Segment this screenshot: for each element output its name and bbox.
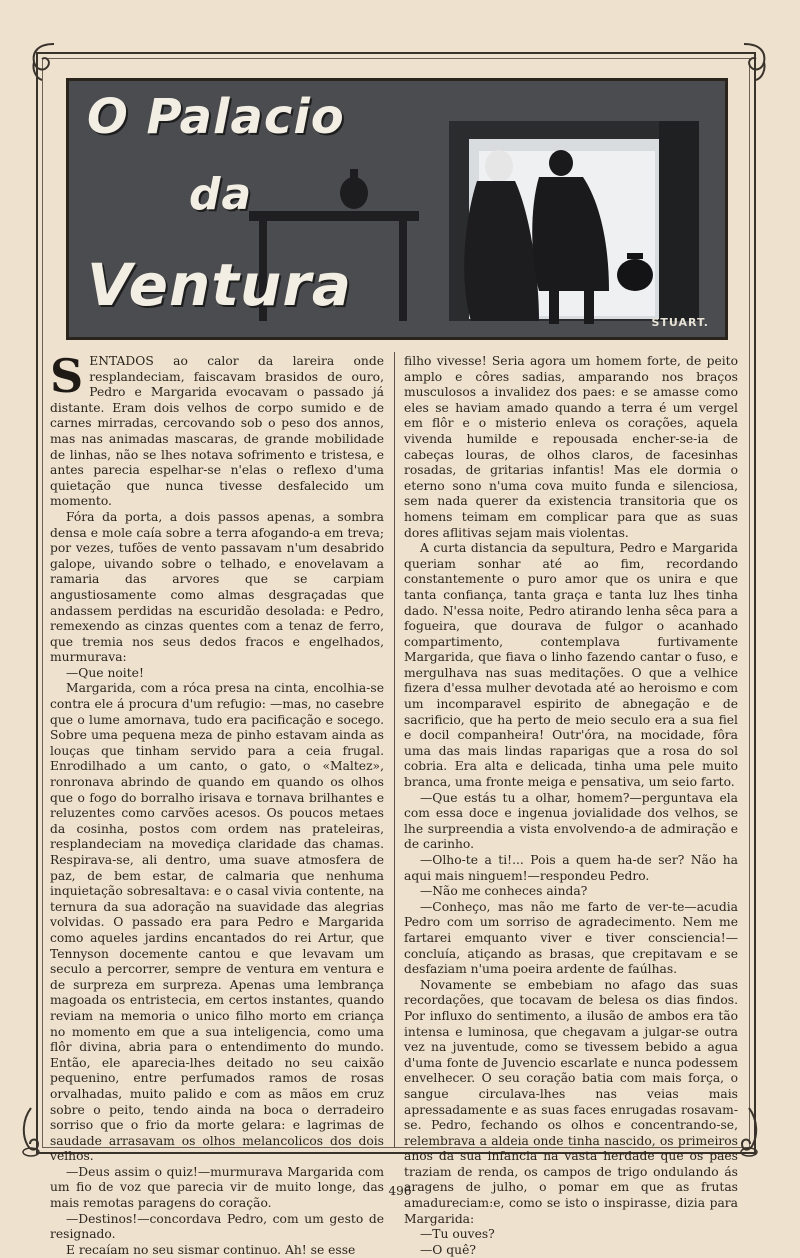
paragraph: —Olho-te a ti!... Pois a quem ha-de ser? Não ha aqui mais ninguem!—respondeu Pedro. xyxy=(404,853,738,883)
paragraph: —Deus assim o quiz!—murmurava Margarida com um fio de voz que parecia vir de muito longe, das mais remotas paragens do coração. xyxy=(50,1164,384,1211)
corner-ornament-bottom-left xyxy=(16,1106,46,1158)
paragraph: Margarida, com a róca presa na cinta, encolhia-se contra ele á procura d'um refugio: —mas, no casebre que o lume amornava, tudo era pacificação e socego. Sobre uma pequena meza de pinho estavam ainda as louças que tinham servido para a ceia frugal. Enrodilhado a um canto, o gato, o «Maltez», ronronava abrindo de quando em quando os olhos que o fogo do borralho irisava e tornava brilhantes e reluzentes como carvões acesos. Os poucos metaes da cosinha, postos com ordem nas prateleiras, resplandeciam na movediça claridade das chamas. Respirava-se, ali dentro, uma suave atmosfera de paz, de bem estar, de calmaria que nenhuma inquietação sobresaltava: e o casal vivia contente, na ternura da sua adoração na suavidade das alegrias volvidas. O passado era para Pedro e Margarida como aqueles jardins encantados do rei Artur, que Tennyson docemente cantou e que levavam um seculo a percorrer, sempre de ventura em ventura e de surpreza em surpreza. Apenas uma lembrança magoada os entristecia, em certos instantes, quando reviam na memoria o unico filho morto em criança no momento em que a sua inteligencia, como uma flôr divina, abria para o entendimento do mundo. Então, ele aparecia-lhes deitado no seu caixão pequenino, entre perfumados ramos de rosas orvalhadas, muito palido e com as mãos em cruz sobre o peito, tendo ainda na boca o derradeiro sorriso que o frio da morte gelara: e lagrimas de saudade arrasavam os olhos melancolicos dos dois velhos. xyxy=(50,681,384,1164)
artist-signature: STUART. xyxy=(651,316,709,329)
paragraph-text: ENTADOS ao calor da lareira onde resplandeciam, faiscavam brasidos de ouro, Pedro e Margarida evocavam o passado já distante. Eram dois velhos de corpo sumido e de carnes mirradas, cercovando sob o peso dos annos, mas nas animadas mascaras, de grande mobilidade de linhas, não se lhes notava sofrimento e tristesa, e antes parecia espelhar-se n'elas o reflexo d'uma quietação que nunca tivesse desfalecido um momento. xyxy=(50,354,384,509)
paragraph: —Destinos!—concordava Pedro, com um gesto de resignado. xyxy=(50,1211,384,1242)
title-line-3: Ventura xyxy=(87,251,353,319)
paragraph: E recaíam no seu sismar continuo. Ah! se esse xyxy=(66,1242,356,1257)
title-line-1: O Palacio xyxy=(87,89,345,145)
paragraph: Novamente se embebiam no afago das suas recordações, que tocavam de belesa os dias findos. Por influxo do sentimento, a ilusão de ambos era tão intensa e luminosa, que chegavam a julgar-se outra vez na juventude, como se tivessem bebido a agua d'uma fonte de Juvencio escarlate e nunca podessem envelhecer. O seu coração batia com mais força, o sangue circulava-lhes nas veias mais apressadamente e as suas faces enrugadas rosavam-se. Pedro, fechando os olhos e concentrando-se, relembrava a aldeia onde tinha nascido, os primeiros anos da sua infancia na vasta herdade que os paes traziam de renda, os campos de trigo ondulando ás aragens de julho, o pomar em que as frutas amadureciam:e, como se isto o inspirasse, dizia para Margarida: xyxy=(404,977,738,1226)
corner-ornament-top-left xyxy=(24,38,68,82)
article-column-right xyxy=(404,354,738,1257)
drop-cap: S xyxy=(50,349,84,403)
column-divider xyxy=(394,352,396,1148)
paragraph: Fóra da porta, a dois passos apenas, a sombra densa e mole caía sobre a terra afogando-a em treva; por vezes, tufões de vento passavam n'um desabrido galope, uivando sobre o telhado, e enovelavam a ramaria das arvores que se carpiam angustiosamente como almas desgraçadas que andassem perdidas na escuridão desolada: e Pedro, remexendo as cinzas quentes com a tenaz de ferro, que tremia nos seus dedos fracos e engelhados, murmurava: xyxy=(50,509,384,665)
corner-ornament-bottom-right xyxy=(734,1106,764,1158)
corner-ornament-top-right xyxy=(730,38,774,82)
header-illustration xyxy=(66,78,728,340)
article-column-left xyxy=(50,349,384,1257)
paragraph: A curta distancia da sepultura, Pedro e Margarida queriam sonhar até ao fim, recordando constantemente o puro amor que os unira e que tanta confiança, tanta graça e tanta luz lhes tinha dado. N'essa noite, Pedro atirando lenha sêca para a fogueira, que dourava de fulgor o acanhado compartimento, contemplava furtivamente Margarida, que fiava o linho fazendo cantar o fuso, e mergulhava nas suas meditações. O que a velhice fizera d'essa mulher devotada até ao heroismo e com um incomparavel espirito de abnegação e de sacrificio, que ha perto de meio seculo era a sua fiel e docil companheira! Outr'óra, na mocidade, fôra uma das mais lindas raparigas que a rosa do sol cobria. Era alta e delicada, tinha uma pele muito branca, uma fronte meiga e pensativa, um seio farto. xyxy=(404,541,738,790)
paragraph: —Que estás tu a olhar, homem?—perguntava ela com essa doce e ingenua jovialidade dos velhos, se lhe surpreendia a vista envolvendo-a de admiração e de carinho. xyxy=(404,790,738,852)
paragraph: —Conheço, mas não me farto de ver-te—acudia Pedro com um sorriso de agradecimento. Nem me fartarei emquanto viver e tiver consciencia!—concluía, atiçando as brasas, que crepitavam e se desfaziam n'uma poeira ardente de faúlhas. xyxy=(404,899,738,977)
page-number: 496 xyxy=(388,1184,412,1198)
paragraph: —O quê? xyxy=(420,1242,476,1257)
paragraph xyxy=(50,349,384,510)
paragraph: —Tu ouves? xyxy=(420,1227,495,1242)
paragraph: —Que noite! xyxy=(66,665,144,680)
title-line-2: da xyxy=(189,169,253,220)
paragraph: filho vivesse! Seria agora um homem forte, de peito amplo e côres sadias, amparando nos braços musculosos a invalidez dos paes: e se amasse como eles se haviam amado quando a terra é um vergel em flôr e o misterio enleva os corações, aquela vivenda humilde e repousada encher-se-ia de cabeças louras, de olhos claros, de facesinhas rosadas, de gritarias infantis! Mas ele dormia o eterno sono n'uma cova muito funda e silenciosa, sem nada querer da existencia transitoria que os homens teimam em complicar para que as suas dores aflitivas sejam mais violentas. xyxy=(404,354,738,540)
paragraph: —Não me conheces ainda? xyxy=(420,884,588,899)
